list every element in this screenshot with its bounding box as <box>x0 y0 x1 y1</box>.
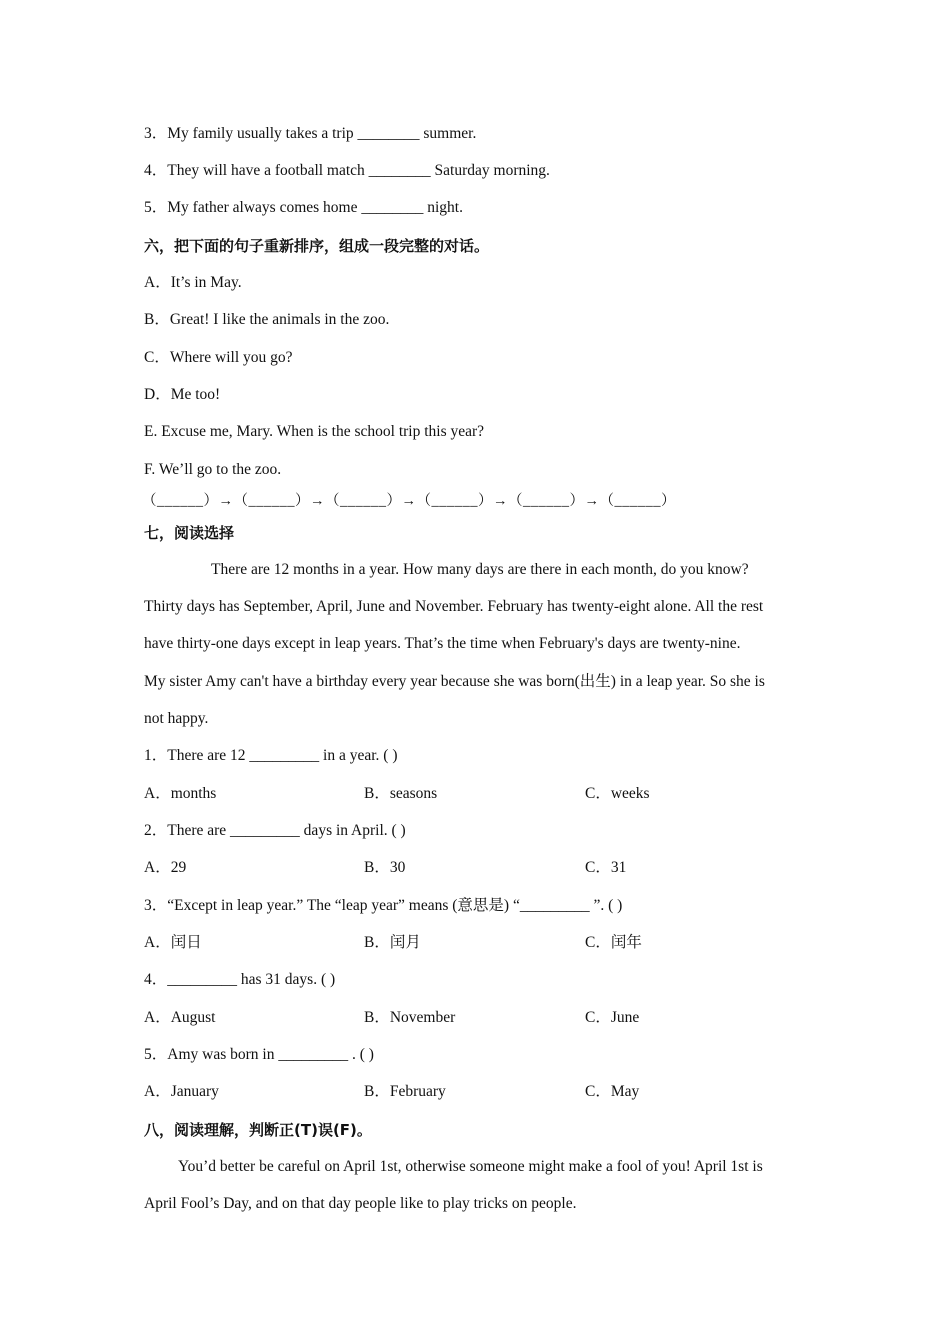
s7-passage-1: There are 12 months in a year. How many days are there in each month, do you know? <box>211 561 749 578</box>
s7-q3: 3．“Except in leap year.” The “leap year” means (意思是) “_________ ”. ( ) <box>144 897 623 914</box>
s6-line-a: A．It’s in May. <box>144 274 242 291</box>
s6-line-b: B．Great! I like the animals in the zoo. <box>144 311 390 328</box>
s7-q2-opt-b: B．30 <box>364 859 406 876</box>
s5-item-5: 5．My father always comes home ________ night. <box>144 199 463 216</box>
s7-q5-opt-a: A．January <box>144 1083 219 1100</box>
s7-q3-opt-c: C．闰年 <box>585 934 642 951</box>
s6-line-c: C．Where will you go? <box>144 349 293 366</box>
s8-heading: 八，阅读理解，判断正(T)误(F)。 <box>144 1121 372 1139</box>
s7-passage-3: have thirty-one days except in leap years. That’s the time when February's days are twenty-nine. <box>144 635 741 652</box>
s7-q4-opt-a: A．August <box>144 1009 216 1026</box>
s7-passage-4: My sister Amy can't have a birthday every year because she was born(出生) in a leap year. So she is <box>144 673 765 690</box>
s7-q1: 1．There are 12 _________ in a year. ( ) <box>144 747 398 764</box>
s7-q4: 4．_________ has 31 days. ( ) <box>144 971 336 988</box>
s7-q2-opt-a: A．29 <box>144 859 187 876</box>
s8-passage-1: You’d better be careful on April 1st, otherwise someone might make a fool of you! April 1st is <box>178 1158 763 1175</box>
s7-q4-opt-b: B．November <box>364 1009 456 1026</box>
s6-heading: 六，把下面的句子重新排序，组成一段完整的对话。 <box>144 237 490 255</box>
s7-q5-opt-b: B．February <box>364 1083 446 1100</box>
s7-q4-opt-c: C．June <box>585 1009 640 1026</box>
s7-q1-opt-b: B．seasons <box>364 785 438 802</box>
s7-q2: 2．There are _________ days in April. ( ) <box>144 822 406 839</box>
s7-q3-opt-a: A．闰日 <box>144 934 202 951</box>
s5-item-4: 4．They will have a football match ________ Saturday morning. <box>144 162 550 179</box>
s6-line-d: D．Me too! <box>144 386 221 403</box>
s7-q5: 5．Amy was born in _________ . ( ) <box>144 1046 374 1063</box>
s7-heading: 七，阅读选择 <box>144 524 235 542</box>
s7-q1-opt-a: A．months <box>144 785 217 802</box>
s7-q2-opt-c: C．31 <box>585 859 627 876</box>
s7-passage-2: Thirty days has September, April, June and November. February has twenty-eight alone. All the rest <box>144 598 764 615</box>
s6-line-f: F. We’ll go to the zoo. <box>144 461 282 478</box>
s5-item-3: 3．My family usually takes a trip ________ summer. <box>144 125 477 142</box>
s7-q5-opt-c: C．May <box>585 1083 640 1100</box>
s7-passage-5: not happy. <box>144 710 209 727</box>
s7-q3-opt-b: B．闰月 <box>364 934 421 951</box>
s7-q1-opt-c: C．weeks <box>585 785 650 802</box>
s6-answer-line: （______）→（______）→（______）→（______）→（______）→（______） <box>142 493 676 509</box>
s6-line-e: E. Excuse me, Mary. When is the school trip this year? <box>144 423 485 440</box>
s8-passage-2: April Fool’s Day, and on that day people like to play tricks on people. <box>144 1195 577 1212</box>
